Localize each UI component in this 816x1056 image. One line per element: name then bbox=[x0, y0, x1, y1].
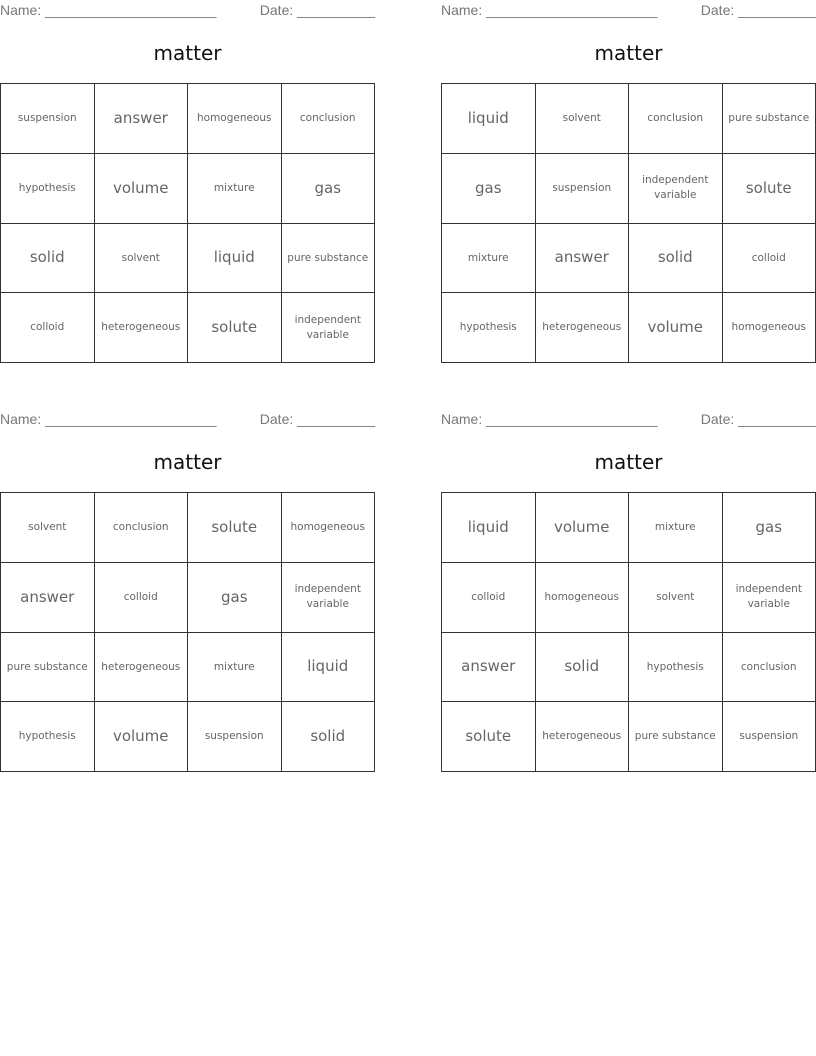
grid-cell: hypothesis bbox=[1, 702, 95, 772]
card-header bbox=[0, 409, 375, 429]
grid-cell: answer bbox=[95, 84, 189, 154]
bingo-grid bbox=[441, 492, 816, 772]
grid-cell: mixture bbox=[442, 224, 536, 294]
card-header bbox=[441, 0, 816, 20]
grid-cell: volume bbox=[536, 493, 630, 563]
grid-cell: hypothesis bbox=[442, 293, 536, 363]
grid-cell: volume bbox=[95, 702, 189, 772]
grid-cell: liquid bbox=[442, 493, 536, 563]
grid-cell: liquid bbox=[188, 224, 282, 294]
grid-cell: liquid bbox=[442, 84, 536, 154]
card-title: matter bbox=[594, 41, 663, 65]
grid-cell: solvent bbox=[536, 84, 630, 154]
grid-cell: solute bbox=[442, 702, 536, 772]
name-field: Name: ______________________ bbox=[0, 2, 217, 18]
grid-cell: colloid bbox=[1, 293, 95, 363]
grid-cell: liquid bbox=[282, 633, 376, 703]
grid-cell: conclusion bbox=[282, 84, 376, 154]
card-title: matter bbox=[153, 450, 222, 474]
grid-cell: homogeneous bbox=[723, 293, 816, 363]
grid-cell: homogeneous bbox=[282, 493, 376, 563]
date-field: Date: __________ bbox=[700, 2, 816, 18]
grid-cell: gas bbox=[442, 154, 536, 224]
grid-cell: gas bbox=[282, 154, 376, 224]
grid-cell: solute bbox=[188, 493, 282, 563]
grid-cell: heterogeneous bbox=[536, 293, 630, 363]
grid-cell: solute bbox=[188, 293, 282, 363]
grid-cell: suspension bbox=[723, 702, 816, 772]
name-field: Name: ______________________ bbox=[0, 411, 217, 427]
grid-cell: heterogeneous bbox=[536, 702, 630, 772]
grid-cell: pure substance bbox=[1, 633, 95, 703]
grid-cell: hypothesis bbox=[629, 633, 723, 703]
grid-cell: conclusion bbox=[95, 493, 189, 563]
grid-cell: mixture bbox=[188, 633, 282, 703]
grid-cell: solute bbox=[723, 154, 816, 224]
grid-cell: conclusion bbox=[629, 84, 723, 154]
grid-cell: mixture bbox=[188, 154, 282, 224]
grid-cell: answer bbox=[442, 633, 536, 703]
grid-cell: solid bbox=[1, 224, 95, 294]
date-field: Date: __________ bbox=[700, 411, 816, 427]
date-field: Date: __________ bbox=[259, 2, 375, 18]
grid-cell: suspension bbox=[1, 84, 95, 154]
card-header bbox=[0, 0, 375, 20]
grid-cell: homogeneous bbox=[536, 563, 630, 633]
grid-cell: answer bbox=[536, 224, 630, 294]
grid-cell: volume bbox=[95, 154, 189, 224]
grid-cell: independent variable bbox=[723, 563, 816, 633]
grid-cell: independent variable bbox=[629, 154, 723, 224]
card-title: matter bbox=[153, 41, 222, 65]
grid-cell: colloid bbox=[442, 563, 536, 633]
grid-cell: suspension bbox=[536, 154, 630, 224]
grid-cell: pure substance bbox=[282, 224, 376, 294]
grid-cell: colloid bbox=[95, 563, 189, 633]
name-field: Name: ______________________ bbox=[441, 2, 658, 18]
grid-cell: homogeneous bbox=[188, 84, 282, 154]
grid-cell: heterogeneous bbox=[95, 633, 189, 703]
date-field: Date: __________ bbox=[259, 411, 375, 427]
card-header bbox=[441, 409, 816, 429]
grid-cell: independent variable bbox=[282, 563, 376, 633]
grid-cell: suspension bbox=[188, 702, 282, 772]
grid-cell: solid bbox=[629, 224, 723, 294]
grid-cell: pure substance bbox=[723, 84, 816, 154]
bingo-grid bbox=[0, 83, 375, 363]
grid-cell: solid bbox=[536, 633, 630, 703]
grid-cell: independent variable bbox=[282, 293, 376, 363]
grid-cell: gas bbox=[723, 493, 816, 563]
grid-cell: pure substance bbox=[629, 702, 723, 772]
grid-cell: solid bbox=[282, 702, 376, 772]
grid-cell: mixture bbox=[629, 493, 723, 563]
grid-cell: colloid bbox=[723, 224, 816, 294]
grid-cell: solvent bbox=[629, 563, 723, 633]
grid-cell: answer bbox=[1, 563, 95, 633]
grid-cell: solvent bbox=[1, 493, 95, 563]
grid-cell: volume bbox=[629, 293, 723, 363]
grid-cell: conclusion bbox=[723, 633, 816, 703]
grid-cell: heterogeneous bbox=[95, 293, 189, 363]
grid-cell: solvent bbox=[95, 224, 189, 294]
card-title: matter bbox=[594, 450, 663, 474]
bingo-grid bbox=[0, 492, 375, 772]
grid-cell: gas bbox=[188, 563, 282, 633]
bingo-grid bbox=[441, 83, 816, 363]
grid-cell: hypothesis bbox=[1, 154, 95, 224]
name-field: Name: ______________________ bbox=[441, 411, 658, 427]
